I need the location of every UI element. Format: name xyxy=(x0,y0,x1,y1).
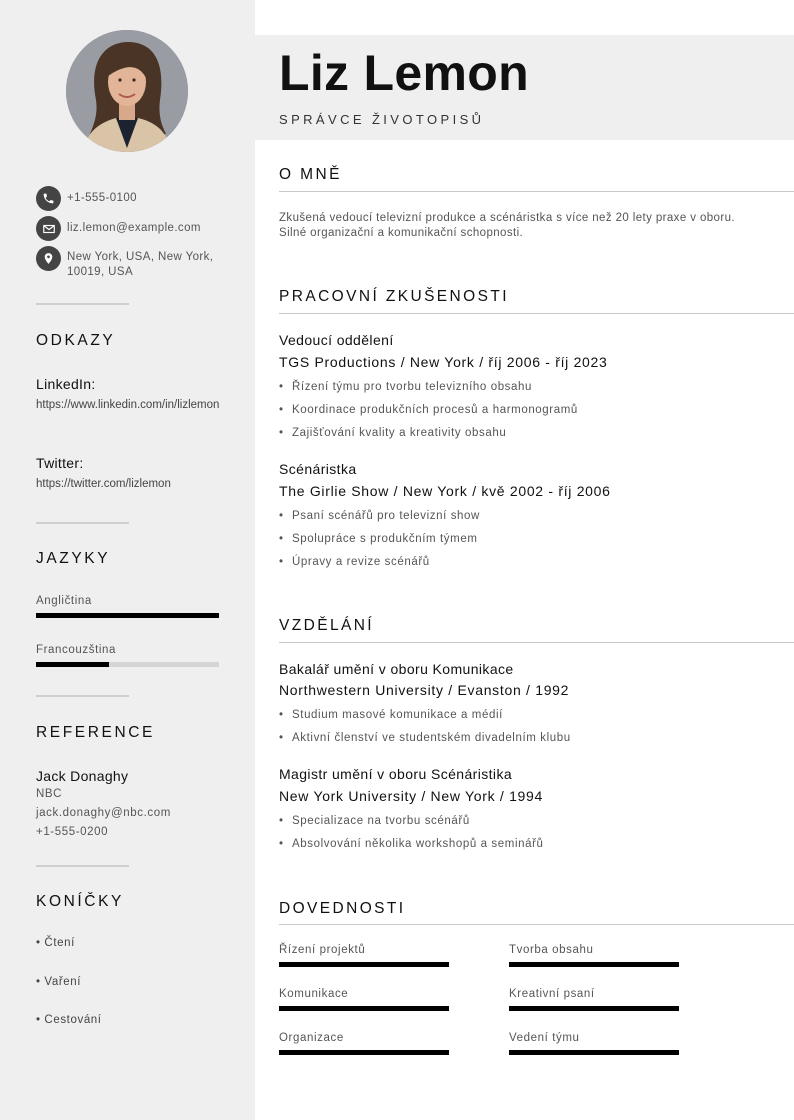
job-title: Scénáristka xyxy=(279,461,357,477)
phone-text[interactable]: +1-555-0100 xyxy=(67,192,137,204)
language-level-fill xyxy=(36,613,219,618)
hobbies-heading: KONÍČKY xyxy=(36,893,124,910)
language-name: Angličtina xyxy=(36,595,92,607)
skill-level-bar xyxy=(509,962,679,967)
reference-phone[interactable]: +1-555-0200 xyxy=(36,826,109,838)
linkedin-link[interactable]: https://www.linkedin.com/in/lizlemon xyxy=(36,399,220,411)
skill-name: Vedení týmu xyxy=(509,1032,580,1044)
phone-icon xyxy=(36,186,61,211)
job-title: Vedoucí oddělení xyxy=(279,332,394,348)
experience-heading: PRACOVNÍ ZKUŠENOSTI xyxy=(279,288,509,305)
skill-level-bar xyxy=(279,1050,449,1055)
skills-heading: DOVEDNOSTI xyxy=(279,900,406,917)
skill-name: Řízení projektů xyxy=(279,944,366,956)
job-bullet: • Zajišťování kvality a kreativity obsahu xyxy=(279,427,507,439)
hobby-item: • Vaření xyxy=(36,976,82,988)
language-name: Francouzština xyxy=(36,644,117,656)
divider xyxy=(36,303,129,305)
degree-title: Magistr umění v oboru Scénáristika xyxy=(279,766,513,782)
language-level-bar xyxy=(36,662,219,667)
section-rule xyxy=(279,191,794,192)
person-title: SPRÁVCE ŽIVOTOPISŮ xyxy=(279,112,485,127)
skill-level-fill xyxy=(279,1006,449,1011)
profile-photo xyxy=(66,30,188,152)
degree-meta: New York University / New York / 1994 xyxy=(279,788,544,804)
job-meta: TGS Productions / New York / říj 2006 - říj 2023 xyxy=(279,354,608,370)
degree-bullet: • Absolvování několika workshopů a seminářů xyxy=(279,838,544,850)
degree-bullet: • Studium masové komunikace a médií xyxy=(279,709,503,721)
reference-heading: REFERENCE xyxy=(36,724,155,741)
divider xyxy=(36,522,129,524)
reference-company: NBC xyxy=(36,788,63,800)
skill-level-fill xyxy=(509,1050,679,1055)
hobby-item: • Cestování xyxy=(36,1014,102,1026)
skill-level-fill xyxy=(509,1006,679,1011)
skill-level-bar xyxy=(509,1050,679,1055)
skill-level-bar xyxy=(279,962,449,967)
degree-bullet: • Aktivní členství ve studentském divadelním klubu xyxy=(279,732,571,744)
section-rule xyxy=(279,642,794,643)
skill-level-bar xyxy=(509,1006,679,1011)
job-bullet: • Spolupráce s produkčním týmem xyxy=(279,533,478,545)
location-pin-icon xyxy=(36,246,61,271)
contact-address xyxy=(36,246,227,280)
hobby-item: • Čtení xyxy=(36,937,75,949)
job-meta: The Girlie Show / New York / kvě 2002 - říj 2006 xyxy=(279,483,611,499)
reference-email[interactable]: jack.donaghy@nbc.com xyxy=(36,807,171,819)
links-heading: ODKAZY xyxy=(36,332,116,349)
degree-meta: Northwestern University / Evanston / 1992 xyxy=(279,682,570,698)
skill-name: Organizace xyxy=(279,1032,344,1044)
contact-email xyxy=(36,216,227,241)
skill-level-fill xyxy=(279,1050,449,1055)
section-rule xyxy=(279,313,794,314)
job-bullet: • Úpravy a revize scénářů xyxy=(279,556,430,568)
about-heading: O MNĚ xyxy=(279,166,342,183)
email-icon xyxy=(36,216,61,241)
person-name: Liz Lemon xyxy=(279,45,529,101)
degree-bullet: • Specializace na tvorbu scénářů xyxy=(279,815,470,827)
address-text: New York, USA, New York, 10019, USA xyxy=(67,251,214,278)
skill-level-fill xyxy=(509,962,679,967)
degree-title: Bakalář umění v oboru Komunikace xyxy=(279,661,514,677)
divider xyxy=(36,865,129,867)
twitter-label: Twitter: xyxy=(36,455,84,471)
section-rule xyxy=(279,924,794,925)
contact-phone xyxy=(36,186,227,211)
language-level-fill xyxy=(36,662,109,667)
job-bullet: • Řízení týmu pro tvorbu televizního obsahu xyxy=(279,381,533,393)
divider xyxy=(36,695,129,697)
email-text[interactable]: liz.lemon@example.com xyxy=(67,222,201,234)
about-text: Zkušená vedoucí televizní produkce a scénáristka s více než 20 lety praxe v oboru. Silné organizační a komunikační schopnosti. xyxy=(279,212,735,239)
job-bullet: • Koordinace produkčních procesů a harmonogramů xyxy=(279,404,578,416)
skill-level-bar xyxy=(279,1006,449,1011)
skill-level-fill xyxy=(279,962,449,967)
education-heading: VZDĚLÁNÍ xyxy=(279,617,374,634)
twitter-link[interactable]: https://twitter.com/lizlemon xyxy=(36,478,171,490)
languages-heading: JAZYKY xyxy=(36,550,111,567)
portrait-image xyxy=(66,30,188,152)
language-level-bar xyxy=(36,613,219,618)
skill-name: Tvorba obsahu xyxy=(509,944,594,956)
reference-name: Jack Donaghy xyxy=(36,768,129,784)
skill-name: Kreativní psaní xyxy=(509,988,595,1000)
skill-name: Komunikace xyxy=(279,988,349,1000)
linkedin-label: LinkedIn: xyxy=(36,376,96,392)
job-bullet: • Psaní scénářů pro televizní show xyxy=(279,510,480,522)
